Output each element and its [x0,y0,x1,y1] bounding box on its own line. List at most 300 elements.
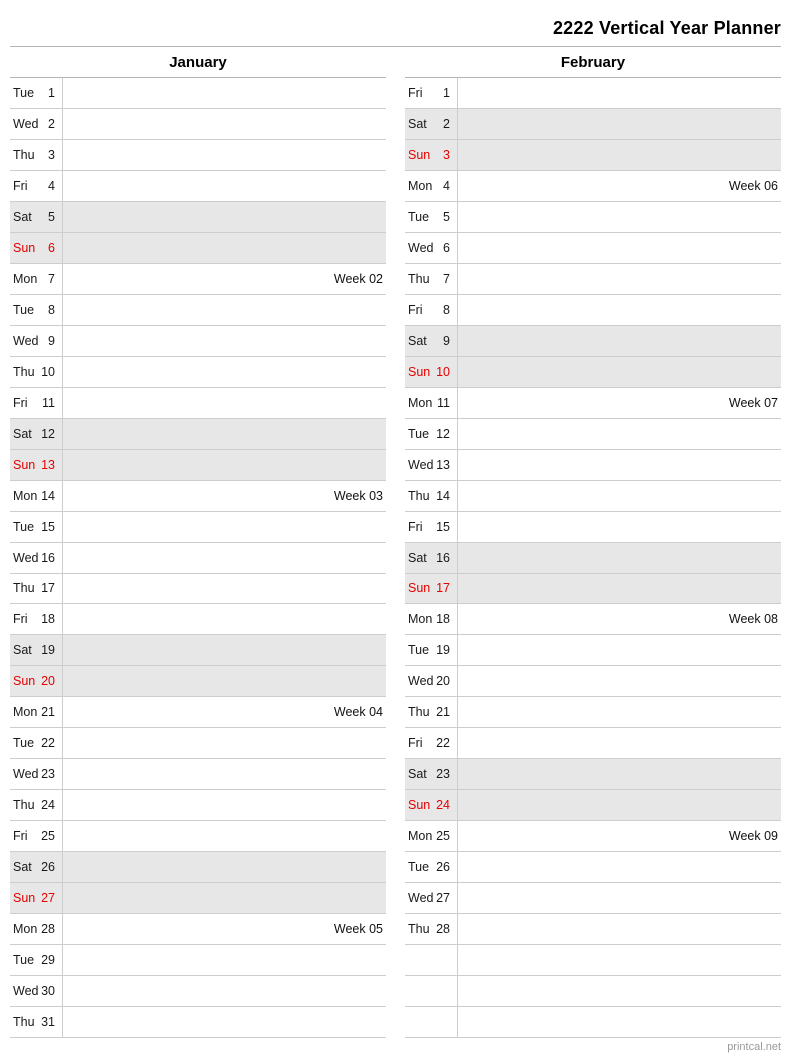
day-number: 11 [42,395,55,410]
day-label [10,295,63,325]
day-label [10,821,63,851]
day-row [10,357,386,388]
day-number: 9 [443,333,450,348]
day-number: 29 [41,953,55,968]
day-number: 28 [436,922,450,937]
day-name: Mon [13,488,38,503]
day-row [10,821,386,852]
day-number: 7 [443,271,450,286]
day-notes-area [458,233,781,263]
day-label [10,78,63,108]
day-row [10,295,386,326]
day-row [10,450,386,481]
week-number-label: Week 06 [728,178,778,193]
day-number: 13 [41,457,55,472]
day-label [10,945,63,975]
day-notes-area [63,78,386,108]
day-label [10,697,63,727]
day-name: Fri [408,302,423,317]
day-name: Fri [13,829,28,844]
day-name: Thu [408,922,430,937]
day-notes-area [458,140,781,170]
day-label [10,1007,63,1037]
day-notes-area [458,357,781,387]
day-label [10,728,63,758]
day-notes-area [458,852,781,882]
day-number: 15 [436,519,450,534]
week-number-label: Week 09 [728,829,778,844]
day-row [405,78,781,109]
day-row [10,1007,386,1038]
day-label [10,202,63,232]
day-notes-area [458,202,781,232]
day-name: Sun [13,240,36,255]
day-row [10,326,386,357]
day-label [405,821,458,851]
day-number: 3 [443,147,450,162]
day-label [10,357,63,387]
day-notes-area [63,481,386,511]
day-number: 18 [41,612,55,627]
day-name: Wed [13,767,39,782]
day-number: 17 [41,581,55,596]
day-notes-area [63,1007,386,1037]
day-row [405,512,781,543]
day-label [405,295,458,325]
day-label [10,914,63,944]
month-title-january: January [10,47,386,78]
day-number: 25 [41,829,55,844]
day-label [10,109,63,139]
day-name: Fri [408,85,423,100]
day-label [10,326,63,356]
day-label [405,883,458,913]
day-number: 4 [48,178,55,193]
week-number-label: Week 05 [333,922,383,937]
day-rows-january [10,78,386,1038]
day-notes-area [458,543,781,573]
day-notes-area [458,697,781,727]
day-name: Sun [408,581,431,596]
day-notes-area [63,852,386,882]
day-name: Sat [408,550,427,565]
day-notes-area [458,419,781,449]
day-number: 14 [436,488,450,503]
day-notes-area [458,976,781,1006]
day-number: 7 [48,271,55,286]
day-notes-area [63,945,386,975]
day-number: 22 [41,736,55,751]
day-row [405,233,781,264]
day-notes-area [63,357,386,387]
day-row [405,1007,781,1038]
day-row [405,326,781,357]
day-name: Tue [408,209,430,224]
day-label [405,1007,458,1037]
day-name: Mon [408,395,433,410]
day-name: Mon [408,829,433,844]
day-number: 19 [41,643,55,658]
day-number: 26 [41,860,55,875]
day-row [405,295,781,326]
day-notes-area [458,728,781,758]
month-columns [10,47,781,1038]
day-row [10,574,386,605]
day-label [10,574,63,604]
day-label [405,635,458,665]
day-notes-area [458,635,781,665]
day-name: Tue [13,85,35,100]
day-number: 15 [41,519,55,534]
day-notes-area [458,790,781,820]
day-name: Fri [13,395,28,410]
watermark-printcal: printcal.net [727,1041,781,1053]
day-number: 5 [443,209,450,224]
day-row [10,388,386,419]
day-label [405,171,458,201]
day-number: 14 [41,488,55,503]
day-notes-area [63,295,386,325]
day-notes-area [458,821,781,851]
day-name: Fri [13,178,28,193]
day-notes-area [458,604,781,634]
day-row [405,790,781,821]
day-notes-area [63,109,386,139]
day-notes-area [458,666,781,696]
day-label [10,140,63,170]
day-number: 1 [48,85,55,100]
day-row [10,697,386,728]
day-row [10,666,386,697]
day-name: Sat [13,860,32,875]
day-row [405,976,781,1007]
day-notes-area [63,264,386,294]
day-label [405,790,458,820]
day-number: 27 [436,891,450,906]
day-name: Wed [408,457,434,472]
day-row [10,140,386,171]
day-label [405,697,458,727]
day-name: Tue [13,519,35,534]
day-number: 16 [436,550,450,565]
day-label [10,604,63,634]
day-label [405,574,458,604]
day-label [405,512,458,542]
week-number-label: Week 04 [333,705,383,720]
day-label [405,945,458,975]
day-row [405,821,781,852]
day-number: 6 [48,240,55,255]
day-number: 27 [41,891,55,906]
day-number: 17 [436,581,450,596]
day-label [10,543,63,573]
day-number: 20 [436,674,450,689]
day-row [10,728,386,759]
day-rows-february [405,78,781,1038]
day-name: Wed [408,674,434,689]
day-name: Thu [13,147,35,162]
week-number-label: Week 03 [333,488,383,503]
day-name: Wed [13,550,39,565]
day-notes-area [63,140,386,170]
day-notes-area [458,326,781,356]
day-number: 22 [436,736,450,751]
day-row [405,728,781,759]
day-name: Fri [408,736,423,751]
day-row [405,481,781,512]
day-label [405,666,458,696]
day-name: Sat [408,333,427,348]
day-number: 4 [443,178,450,193]
day-notes-area [63,574,386,604]
day-notes-area [458,512,781,542]
day-row [10,264,386,295]
day-notes-area [63,790,386,820]
day-name: Wed [408,891,434,906]
day-name: Thu [408,271,430,286]
day-name: Sat [408,767,427,782]
day-number: 13 [436,457,450,472]
day-label [405,976,458,1006]
day-notes-area [63,388,386,418]
day-number: 18 [436,612,450,627]
day-row [10,759,386,790]
day-notes-area [63,976,386,1006]
day-name: Thu [408,488,430,503]
month-column-february [405,47,781,1038]
month-title-february: February [405,47,781,78]
day-row [10,852,386,883]
day-row [10,109,386,140]
day-number: 23 [436,767,450,782]
day-notes-area [63,419,386,449]
day-row [10,78,386,109]
day-label [10,666,63,696]
day-label [405,728,458,758]
day-notes-area [458,914,781,944]
day-name: Sun [13,891,36,906]
day-label [405,481,458,511]
day-number: 26 [436,860,450,875]
day-label [405,543,458,573]
day-notes-area [63,635,386,665]
day-name: Mon [408,612,433,627]
day-label [10,976,63,1006]
day-number: 12 [41,426,55,441]
day-number: 16 [41,550,55,565]
day-number: 24 [41,798,55,813]
day-row [10,543,386,574]
day-label [405,852,458,882]
day-name: Thu [13,1015,35,1030]
day-label [10,790,63,820]
day-notes-area [458,883,781,913]
day-name: Thu [408,705,430,720]
day-number: 25 [436,829,450,844]
day-name: Tue [13,736,35,751]
day-notes-area [458,945,781,975]
day-number: 8 [48,302,55,317]
day-name: Sun [13,674,36,689]
day-row [405,171,781,202]
day-notes-area [458,295,781,325]
day-name: Tue [13,302,35,317]
day-name: Wed [408,240,434,255]
day-number: 28 [41,922,55,937]
day-label [405,202,458,232]
day-number: 5 [48,209,55,224]
day-notes-area [63,821,386,851]
day-notes-area [458,264,781,294]
day-row [10,883,386,914]
day-notes-area [458,388,781,418]
day-label [10,450,63,480]
day-notes-area [63,450,386,480]
day-notes-area [458,171,781,201]
day-row [10,635,386,666]
day-name: Tue [408,643,430,658]
day-label [10,264,63,294]
day-notes-area [63,202,386,232]
day-row [405,852,781,883]
day-notes-area [458,450,781,480]
day-row [405,140,781,171]
day-notes-area [63,728,386,758]
day-label [405,450,458,480]
day-notes-area [63,604,386,634]
day-label [405,914,458,944]
day-row [405,109,781,140]
day-row [405,604,781,635]
month-column-january [10,47,386,1038]
week-number-label: Week 02 [333,271,383,286]
day-name: Sat [13,426,32,441]
day-number: 21 [41,705,55,720]
day-row [405,264,781,295]
day-notes-area [63,697,386,727]
day-label [10,512,63,542]
day-label [405,419,458,449]
day-notes-area [63,326,386,356]
day-row [405,883,781,914]
day-row [405,635,781,666]
day-name: Mon [13,705,38,720]
day-row [405,945,781,976]
day-row [10,419,386,450]
day-label [10,759,63,789]
day-name: Sun [408,147,431,162]
day-row [405,450,781,481]
day-name: Thu [13,364,35,379]
day-label [405,78,458,108]
day-number: 30 [41,984,55,999]
day-name: Fri [408,519,423,534]
day-notes-area [458,78,781,108]
day-notes-area [458,759,781,789]
page-title: 2222 Vertical Year Planner [552,18,781,38]
day-label [405,109,458,139]
day-notes-area [63,171,386,201]
day-number: 9 [48,333,55,348]
day-label [405,233,458,263]
day-number: 12 [436,426,450,441]
day-row [10,233,386,264]
day-label [10,233,63,263]
week-number-label: Week 08 [728,612,778,627]
day-notes-area [63,883,386,913]
day-notes-area [458,1007,781,1037]
day-name: Tue [408,426,430,441]
day-label [10,419,63,449]
day-name: Mon [13,922,38,937]
day-label [10,883,63,913]
day-label [405,357,458,387]
day-number: 21 [436,705,450,720]
day-label [10,171,63,201]
day-row [10,171,386,202]
day-label [405,604,458,634]
day-notes-area [63,914,386,944]
day-notes-area [63,543,386,573]
day-name: Sat [13,209,32,224]
day-row [405,574,781,605]
day-notes-area [458,481,781,511]
day-number: 24 [436,798,450,813]
day-name: Thu [13,798,35,813]
day-name: Sun [408,364,431,379]
day-row [10,202,386,233]
day-name: Tue [408,860,430,875]
week-number-label: Week 07 [728,395,778,410]
day-row [405,697,781,728]
day-name: Sun [408,798,431,813]
day-name: Thu [13,581,35,596]
day-row [10,790,386,821]
day-notes-area [458,574,781,604]
day-row [10,481,386,512]
day-label [10,635,63,665]
day-label [405,140,458,170]
day-row [405,543,781,574]
day-row [405,357,781,388]
day-label [10,388,63,418]
day-row [405,759,781,790]
day-number: 2 [48,116,55,131]
day-label [405,759,458,789]
day-notes-area [63,512,386,542]
day-notes-area [63,233,386,263]
day-label [405,326,458,356]
day-number: 23 [41,767,55,782]
day-name: Mon [13,271,38,286]
day-name: Sat [408,116,427,131]
day-number: 8 [443,302,450,317]
day-label [10,481,63,511]
day-name: Mon [408,178,433,193]
day-number: 1 [443,85,450,100]
day-name: Sat [13,643,32,658]
day-row [10,914,386,945]
day-label [405,264,458,294]
day-number: 10 [41,364,55,379]
day-row [405,666,781,697]
day-notes-area [63,666,386,696]
day-number: 20 [41,674,55,689]
day-label [405,388,458,418]
day-row [10,512,386,543]
day-name: Sun [13,457,36,472]
day-number: 31 [41,1015,55,1030]
